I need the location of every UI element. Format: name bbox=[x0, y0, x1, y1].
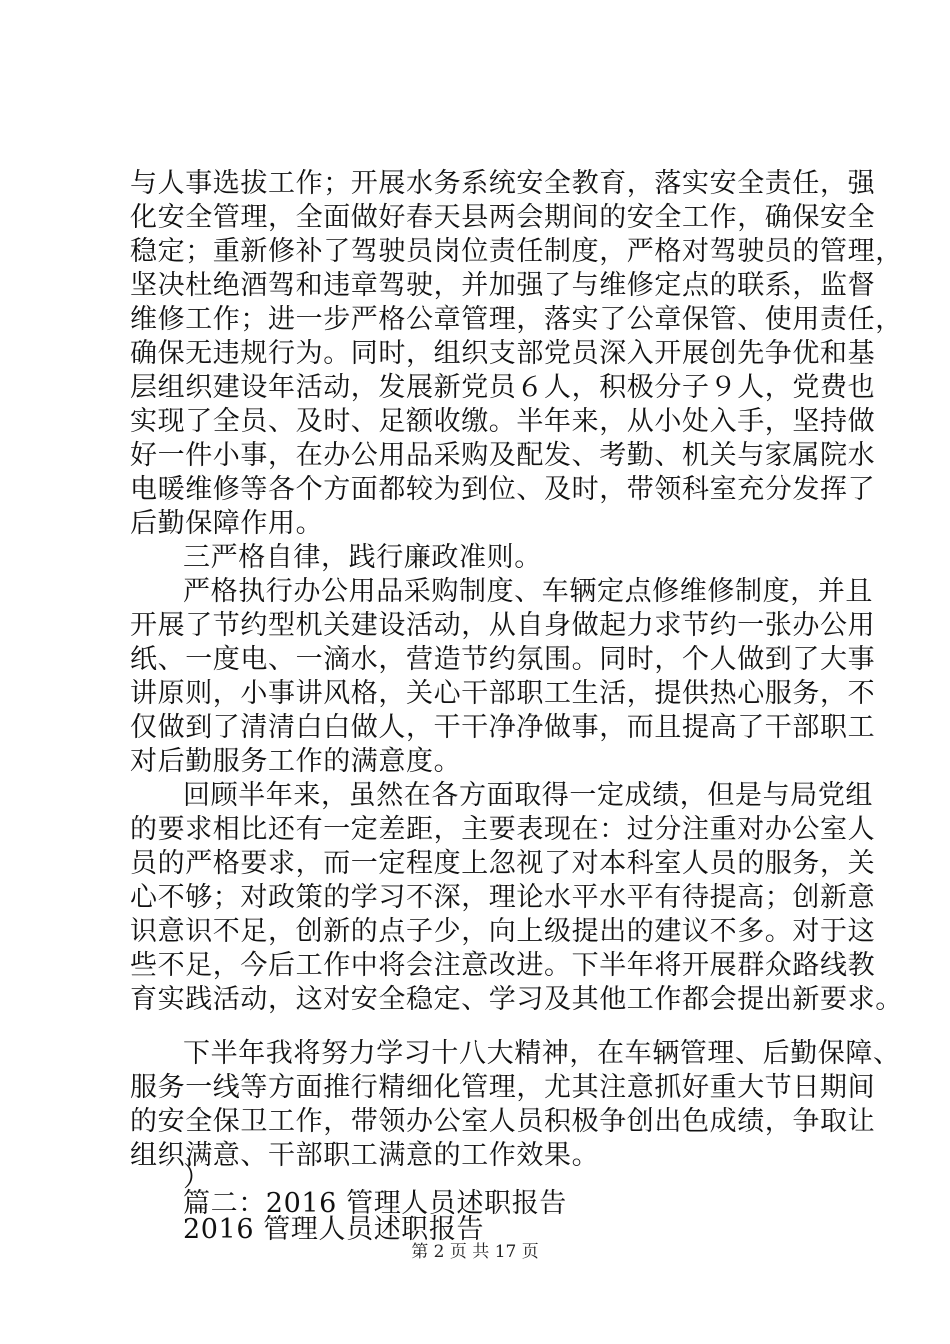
text-line: 讲原则，小事讲风格，关心干部职工生活，提供热心服务，不 bbox=[130, 678, 876, 709]
text-line: 化安全管理，全面做好春天县两会期间的安全工作，确保安全 bbox=[130, 202, 876, 233]
document-title: 2016 管理人员述职报告 bbox=[183, 1214, 485, 1245]
text-line: 开展了节约型机关建设活动，从自身做起力求节约一张办公用 bbox=[130, 610, 876, 641]
text-line: 坚决杜绝酒驾和违章驾驶，并加强了与维修定点的联系，监督 bbox=[130, 270, 876, 301]
text-line: 仅做到了清清白白做人，干干净净做事，而且提高了干部职工 bbox=[130, 712, 876, 743]
page-footer: 第 2 页 共 17 页 bbox=[411, 1242, 539, 1262]
text-line: 些不足，今后工作中将会注意改进。下半年将开展群众路线教 bbox=[130, 950, 876, 981]
text-line: 心不够；对政策的学习不深，理论水平水平有待提高；创新意 bbox=[130, 882, 876, 913]
text-line: 后勤保障作用。 bbox=[130, 508, 324, 539]
text-line: 的要求相比还有一定差距，主要表现在：过分注重对办公室人 bbox=[130, 814, 876, 845]
text-line: 维修工作；进一步严格公章管理，落实了公章保管、使用责任， bbox=[130, 304, 903, 335]
text-line: 的安全保卫工作，带领办公室人员积极争创出色成绩，争取让 bbox=[130, 1106, 876, 1137]
text-line: 组织满意、干部职工满意的工作效果。 bbox=[130, 1140, 600, 1171]
text-line: 好一件小事，在办公用品采购及配发、考勤、机关与家属院水 bbox=[130, 440, 876, 471]
text-line: 电暖维修等各个方面都较为到位、及时，带领科室充分发挥了 bbox=[130, 474, 876, 505]
text-line: 服务一线等方面推行精细化管理，尤其注意抓好重大节日期间 bbox=[130, 1072, 876, 1103]
text-line: 稳定；重新修补了驾驶员岗位责任制度，严格对驾驶员的管理， bbox=[130, 236, 903, 267]
text-line: 育实践活动，这对安全稳定、学习及其他工作都会提出新要求。 bbox=[130, 984, 903, 1015]
text-line: 回顾半年来，虽然在各方面取得一定成绩，但是与局党组 bbox=[183, 780, 873, 811]
text-line: 严格执行办公用品采购制度、车辆定点修维修制度，并且 bbox=[183, 576, 873, 607]
text-line: 与人事选拔工作；开展水务系统安全教育，落实安全责任，强 bbox=[130, 168, 876, 199]
text-line: 下半年我将努力学习十八大精神，在车辆管理、后勤保障、 bbox=[183, 1038, 901, 1069]
text-line: 员的严格要求，而一定程度上忽视了对本科室人员的服务，关 bbox=[130, 848, 876, 879]
section-title: 篇二：2016 管理人员述职报告 bbox=[183, 1188, 567, 1219]
text-line: 实现了全员、及时、足额收缴。半年来，从小处入手，坚持做 bbox=[130, 406, 876, 437]
closing-parenthesis: ） bbox=[183, 1162, 211, 1193]
text-line: 对后勤服务工作的满意度。 bbox=[130, 746, 462, 777]
text-line: 层组织建设年活动，发展新党员６人，积极分子９人，党费也 bbox=[130, 372, 876, 403]
text-line: 纸、一度电、一滴水，营造节约氛围。同时，个人做到了大事 bbox=[130, 644, 876, 675]
text-line: 识意识不足，创新的点子少，向上级提出的建议不多。对于这 bbox=[130, 916, 876, 947]
text-line: 确保无违规行为。同时，组织支部党员深入开展创先争优和基 bbox=[130, 338, 876, 369]
section-heading: 三严格自律，践行廉政准则。 bbox=[183, 542, 542, 573]
